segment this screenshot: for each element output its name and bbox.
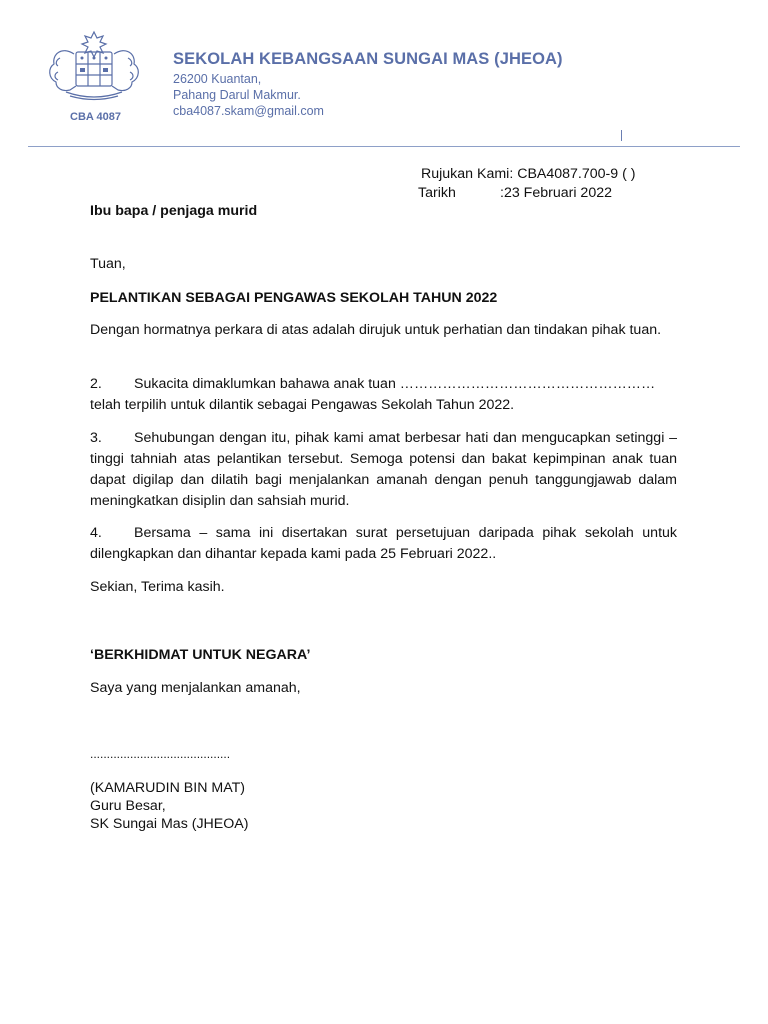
closing-text: Sekian, Terima kasih. [90, 579, 225, 595]
letter-subject: PELANTIKAN SEBAGAI PENGAWAS SEKOLAH TAHUN 2022 [90, 290, 498, 306]
date-value: :23 Februari 2022 [500, 185, 612, 201]
reference-number: Rujukan Kami: CBA4087.700-9 ( ) [421, 166, 636, 182]
header-tick-mark [621, 130, 622, 141]
paragraph-1: Dengan hormatnya perkara di atas adalah dirujuk untuk perhatian dan tindakan pihak tuan. [90, 322, 662, 338]
school-email[interactable]: cba4087.skam@gmail.com [173, 104, 324, 118]
paragraph-3-text: Sehubungan dengan itu, pihak kami amat berbesar hati dan mengucapkan setinggi – tinggi tahniah atas pelantikan tersebut. Semoga potensi dan bakat kepimpinan anak tuan dapat digilap dan dilatih bagi menjalankan amanah dengan penuh tanggungjawab dalam meningkatkan disiplin dan sahsiah murid. [90, 430, 677, 509]
letterhead-divider [28, 146, 740, 147]
school-code: CBA 4087 [70, 111, 121, 123]
paragraph-2-text-1: Sukacita dimaklumkan bahawa anak tuan ……………………………………………… [134, 376, 656, 392]
signatory-title: Guru Besar, [90, 798, 166, 814]
signatory-school: SK Sungai Mas (JHEOA) [90, 816, 249, 832]
paragraph-2-line-2: telah terpilih untuk dilantik sebagai Pengawas Sekolah Tahun 2022. [90, 397, 515, 413]
paragraph-4-number: 4. [90, 525, 102, 541]
signature-line: .......................................... [90, 747, 231, 761]
paragraph-2-number: 2. [90, 376, 102, 392]
paragraph-2-line-1 [90, 374, 677, 395]
paragraph-2 [90, 374, 677, 416]
salutation: Tuan, [90, 256, 126, 272]
signatory-name: (KAMARUDIN BIN MAT) [90, 780, 246, 796]
address-line-1: 26200 Kuantan, [173, 72, 262, 86]
recipient: Ibu bapa / penjaga murid [90, 203, 258, 219]
paragraph-4 [90, 523, 677, 565]
paragraph-3-number: 3. [90, 430, 102, 446]
address-line-2: Pahang Darul Makmur. [173, 88, 301, 102]
signoff: Saya yang menjalankan amanah, [90, 680, 301, 696]
coat-of-arms-icon [44, 28, 144, 104]
date-label: Tarikh [418, 185, 456, 201]
motto: ‘BERKHIDMAT UNTUK NEGARA’ [90, 647, 311, 663]
paragraph-4-text: Bersama – sama ini disertakan surat persetujuan daripada pihak sekolah untuk dilengkapkan dan dihantar kepada kami pada 25 Februari 2022.. [90, 525, 677, 562]
school-name: SEKOLAH KEBANGSAAN SUNGAI MAS (JHEOA) [173, 50, 563, 68]
paragraph-3 [90, 428, 677, 512]
